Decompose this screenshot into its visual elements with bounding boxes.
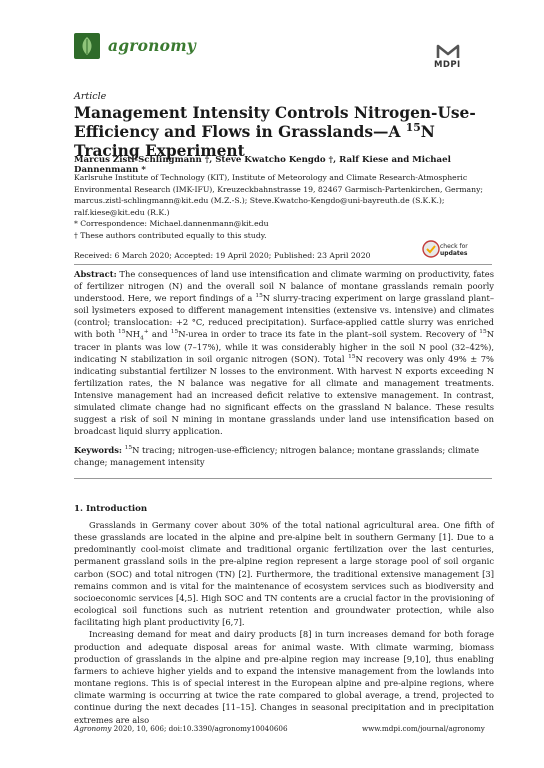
keywords: Keywords: $^{15}$N tracing; nitrogen-use-efficiency; nitrogen balance; montane grasslands; climate change; management intensity	[74, 445, 480, 468]
divider	[74, 264, 492, 265]
article-title: Management Intensity Controls Nitrogen-Use-Efficiency and Flows in Grasslands—A $^{15}$N Tracing Experiment	[74, 104, 476, 160]
footer-citation: Agronomy 2020, 10, 606; doi:10.3390/agronomy10040606	[74, 724, 288, 733]
check-updates-label: check for updates	[440, 243, 468, 257]
correspondence-note: * Correspondence: Michael.dannenmann@kit.edu	[74, 219, 269, 228]
citation-link[interactable]: 3	[485, 568, 491, 579]
journal-name: agronomy	[108, 36, 197, 55]
affiliation-email: marcus.zistl-schlingmann@kit.edu (M.Z.-S.); Steve.Kwatcho-Kengdo@uni-bayreuth.de (S.K.K.);	[74, 196, 445, 205]
affiliation-line: Karlsruhe Institute of Technology (KIT), Institute of Meteorology and Climate Research-Atmospheric	[74, 173, 468, 182]
publication-dates: Received: 6 March 2020; Accepted: 19 April 2020; Published: 23 April 2020	[74, 251, 371, 260]
abstract: Abstract: The consequences of land use intensification and climate warming on productivity, fates of fertilizer nitrogen (N) and the overall soil N balance of montane grasslands remain poorly understood. Here, we report findings of a $^{15}$N slurry-tracing experiment on large grassland plant–soil lysimeters exposed to different management intensities (extensive vs. intensive) and climates (control; translocation: +2 °C, reduced precipitation). Surface-applied cattle slurry was enriched with both $^{15}NH_4^+$ and $^{15}$N-urea in order to trace its fate in the plant–soil system. Recovery of $^{15}$N tracer in plants was low (7–17%), while it was considerably higher in the soil N pool (32–42%), indicating N stabilization in soil organic nitrogen (SON). Total $^{15}$N recovery was only 49% ± 7% indicating substantial fertilizer N losses to the environment. With harvest N exports exceeding N fertilization rates, the N balance was negative for all climate and management treatments. Intensive management had an increased deficit relative to extensive management. In contrast, simulated climate change had no significant effects on the grassland N balance. These results suggest a risk of soil N mining in montane grasslands under land use intensification based on broadcast liquid slurry application.	[74, 269, 495, 437]
affiliation-block	[74, 172, 494, 241]
journal-logo	[74, 33, 100, 59]
citation-link[interactable]: 2	[241, 568, 247, 579]
affiliation-line: Environmental Research (IMK-IFU), Kreuzeckbahnstrasse 19, 82467 Garmisch-Partenkirchen, Germany;	[74, 184, 484, 194]
check-updates-icon	[422, 240, 440, 258]
citation-link[interactable]: 9,10	[406, 653, 426, 664]
divider	[74, 478, 492, 479]
citation-link[interactable]: 8	[302, 629, 309, 640]
paragraph: Increasing demand for meat and dairy products [8] in turn increases demand for both forage production and adequate disposal areas for animal waste. With climate warming, biomass production of grasslands in the alpine and pre-alpine region may increase [9,10], thus enabling farmers to achieve higher yields and to expand the intensive management from the lowlands into montane regions. This is of special interest in the European alpine and pre-alpine regions, where climate warming is occurring at twice the rate compared to global average, a trend, projected to continue during the next decades [11–15]. Changes in seasonal precipitation and in precipitation extremes are also	[74, 629, 495, 725]
citation-link[interactable]: 4,5	[179, 592, 193, 603]
equal-contribution-note: † These authors contributed equally to this study.	[74, 230, 267, 240]
footer-website-link[interactable]: www.mdpi.com/journal/agronomy	[362, 724, 485, 733]
citation-link[interactable]: 1	[442, 532, 448, 543]
citation-link[interactable]: 6,7	[225, 617, 239, 628]
introduction-body	[74, 519, 494, 726]
affiliation-email: ralf.kiese@kit.edu (R.K.)	[74, 207, 170, 217]
paragraph: Grasslands in Germany cover about 30% of the total national agricultural area. One fifth of these grasslands are located in the alpine and pre-alpine belt in southern Germany [1]. Due to a predominantly cool-moist climate and traditional organic fertilization over the last centuries, permanent grassland soils in the pre-alpine region represent a large storage pool of soil organic carbon (SOC) and total nitrogen (TN) [2]. Furthermore, the traditional extensive management [3] remains common and is vital for the maintenance of ecosystem services such as biodiversity and socioeconomic services [4,5]. High SOC and TN contents are a crucial factor in the provisioning of ecological soil functions such as nutrient retention and groundwater protection, while also facilitating high plant productivity [6,7].	[74, 520, 495, 628]
publisher-name: MDPI	[434, 60, 461, 70]
article-type: Article	[74, 91, 107, 102]
section-heading: 1. Introduction	[74, 504, 148, 514]
author-list: Marcus Zistl-Schlingmann †, Steve Kwatcho Kengdo †, Ralf Kiese and Michael Dannenmann *	[74, 155, 451, 175]
citation-link[interactable]: 11–15	[225, 702, 251, 713]
